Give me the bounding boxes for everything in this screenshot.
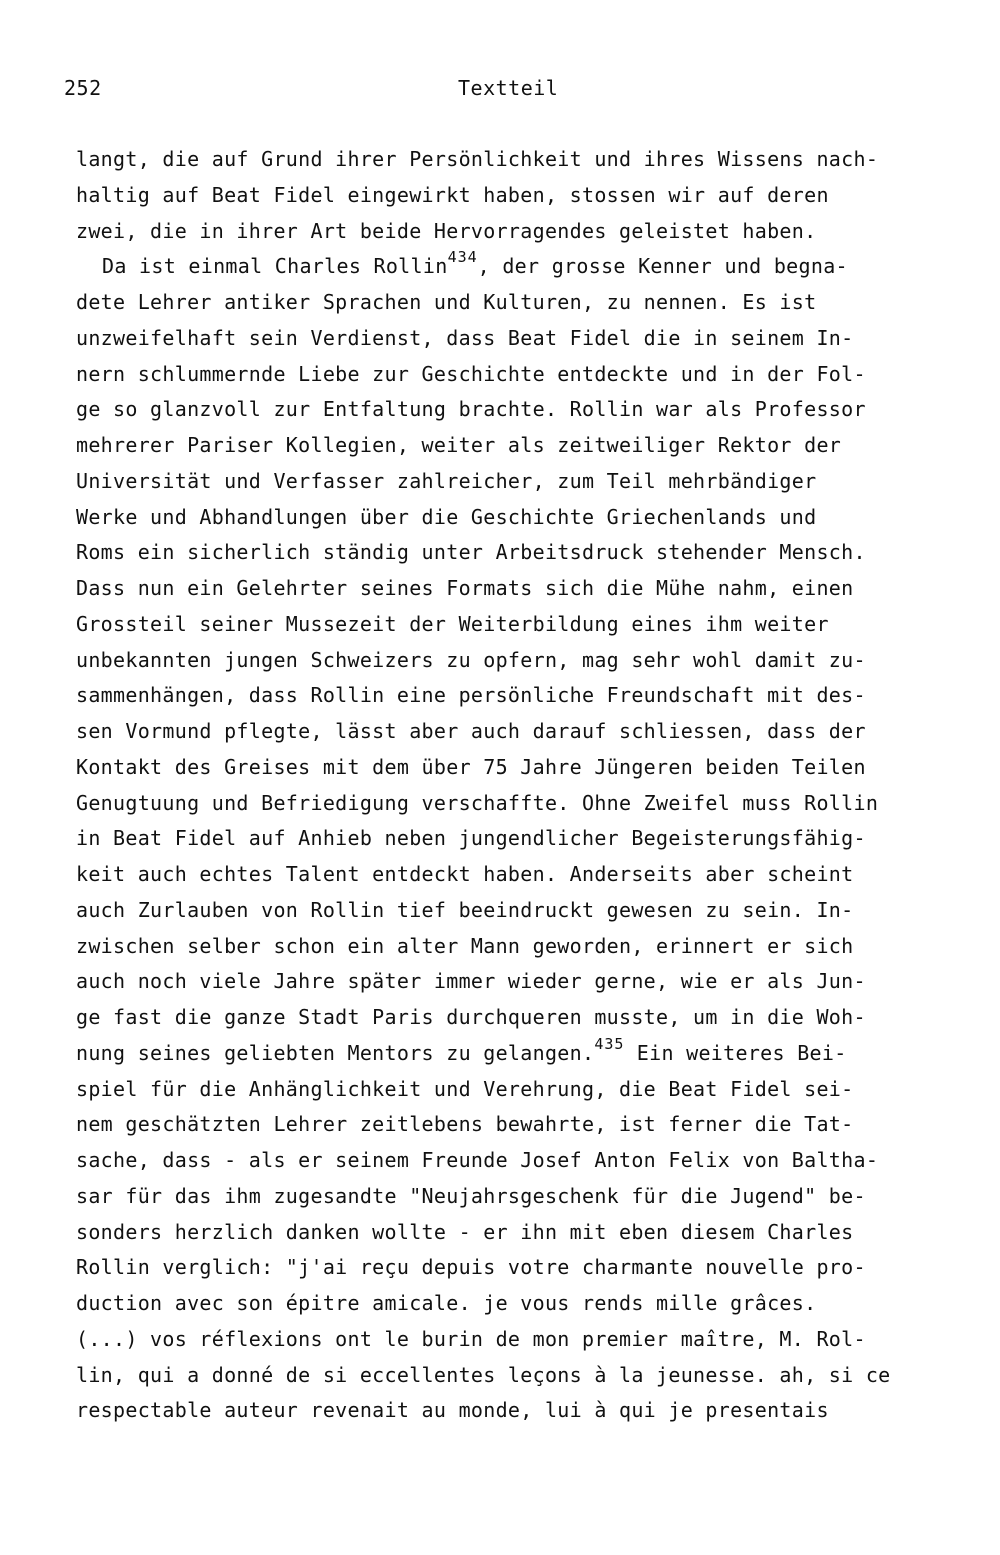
text-line: keit auch echtes Talent entdeckt haben. Anderseits aber scheint bbox=[76, 862, 854, 886]
text-line: sonders herzlich danken wollte - er ihn mit eben diesem Charles bbox=[76, 1219, 854, 1244]
text-line: (...) vos réflexions ont le burin de mon premier maître, M. Rol- bbox=[76, 1326, 866, 1351]
text-line: Grossteil seiner Mussezeit der Weiterbildung eines ihm weiter bbox=[76, 611, 829, 636]
text-line: sammenhängen, dass Rollin eine persönliche Freundschaft mit des- bbox=[76, 683, 866, 708]
text-line: in Beat Fidel auf Anhieb neben jungendlicher Begeisterungsfähig- bbox=[76, 826, 866, 851]
line-text: Ein weiteres Bei- bbox=[624, 1040, 847, 1065]
text-line: ge fast die ganze Stadt Paris durchqueren musste, um in die Woh- bbox=[76, 1005, 866, 1029]
text-line: lin, qui a donné de si eccellentes leçons à la jeunesse. ah, si ce bbox=[76, 1362, 891, 1387]
page-number: 252 bbox=[64, 76, 102, 100]
text-line: sar für das ihm zugesandte "Neujahrsgeschenk für die Jugend" be- bbox=[76, 1183, 866, 1208]
text-line: auch noch viele Jahre später immer wieder gerne, wie er als Jun- bbox=[76, 969, 866, 994]
footnote-ref-435: 435 bbox=[594, 1034, 625, 1053]
text-line: Kontakt des Greises mit dem über 75 Jahre Jüngeren beiden Teilen bbox=[76, 754, 866, 779]
text-line: sache, dass - als er seinem Freunde Josef Anton Felix von Baltha- bbox=[76, 1148, 879, 1172]
text-line: sen Vormund pflegte, lässt aber auch darauf schliessen, dass der bbox=[76, 719, 866, 743]
text-line: Dass nun ein Gelehrter seines Formats sich die Mühe nahm, einen bbox=[76, 576, 854, 600]
line-text: nung seines geliebten Mentors zu gelangen. bbox=[76, 1040, 595, 1065]
text-line: zwischen selber schon ein alter Mann geworden, erinnert er sich bbox=[76, 933, 854, 958]
footnote-ref-434: 434 bbox=[447, 248, 478, 267]
text-line: respectable auteur revenait au monde, lui à qui je presentais bbox=[76, 1398, 829, 1423]
text-line: duction avec son épitre amicale. je vous rends mille grâces. bbox=[76, 1291, 817, 1315]
text-line: nem geschätzten Lehrer zeitlebens bewahrte, ist ferner die Tat- bbox=[76, 1112, 854, 1137]
text-line: mehrerer Pariser Kollegien, weiter als zeitweiliger Rektor der bbox=[76, 433, 842, 457]
text-line: auch Zurlauben von Rollin tief beeindruckt gewesen zu sein. In- bbox=[76, 897, 854, 922]
text-line: Rollin verglich: "j'ai reçu depuis votre charmante nouvelle pro- bbox=[76, 1255, 866, 1280]
line-text: Da ist einmal Charles Rollin bbox=[102, 254, 448, 279]
text-line: haltig auf Beat Fidel eingewirkt haben, stossen wir auf deren bbox=[76, 182, 829, 207]
text-line: Werke und Abhandlungen über die Geschichte Griechenlands und bbox=[76, 504, 817, 529]
text-line: Roms ein sicherlich ständig unter Arbeitsdruck stehender Mensch. bbox=[76, 540, 866, 565]
body-text bbox=[76, 142, 976, 1429]
text-line bbox=[76, 249, 976, 285]
text-line: unbekannten jungen Schweizers zu opfern, mag sehr wohl damit zu- bbox=[76, 647, 866, 672]
text-line: Genugtuung und Befriedigung verschaffte. Ohne Zweifel muss Rollin bbox=[76, 790, 879, 815]
text-line: nern schlummernde Liebe zur Geschichte entdeckte und in der Fol- bbox=[76, 361, 866, 386]
text-line: Universität und Verfasser zahlreicher, zum Teil mehrbändiger bbox=[76, 468, 817, 493]
text-line: ge so glanzvoll zur Entfaltung brachte. Rollin war als Professor bbox=[76, 397, 866, 422]
running-head: Textteil bbox=[458, 76, 559, 100]
text-line: unzweifelhaft sein Verdienst, dass Beat Fidel die in seinem In- bbox=[76, 325, 854, 350]
text-line bbox=[76, 1036, 976, 1072]
text-line: langt, die auf Grund ihrer Persönlichkeit und ihres Wissens nach- bbox=[76, 147, 879, 171]
text-line: dete Lehrer antiker Sprachen und Kulturen, zu nennen. Es ist bbox=[76, 290, 817, 314]
page-header bbox=[64, 76, 936, 102]
text-line: spiel für die Anhänglichkeit und Verehrung, die Beat Fidel sei- bbox=[76, 1076, 854, 1101]
text-line: zwei, die in ihrer Art beide Hervorragendes geleistet haben. bbox=[76, 218, 817, 243]
line-text: , der grosse Kenner und begna- bbox=[477, 254, 848, 279]
